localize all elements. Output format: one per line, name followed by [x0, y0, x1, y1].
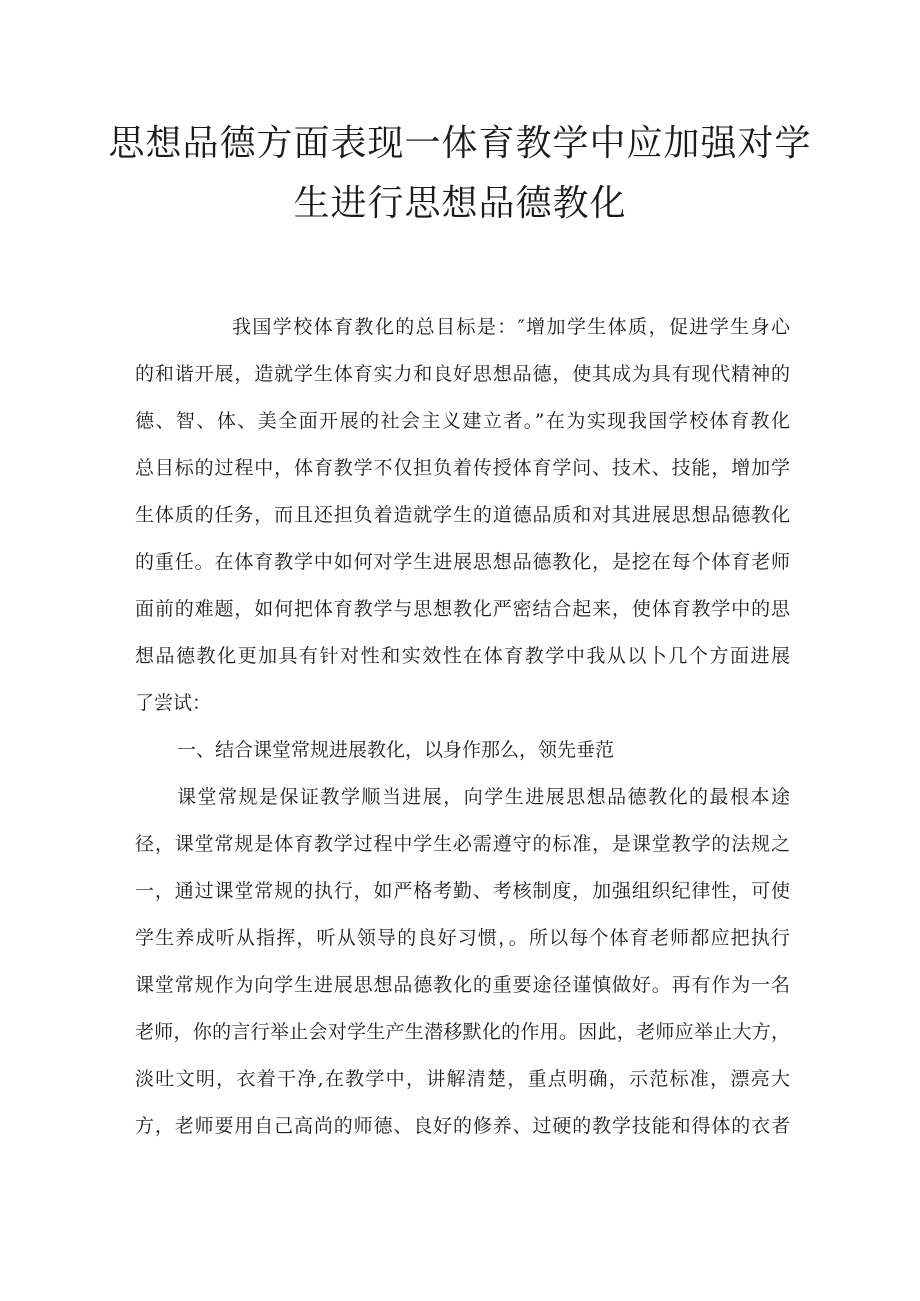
paragraph-line: 德、智、体、美全面开展的社会主义建立者。”在为实现我国学校体育教化 — [135, 410, 790, 432]
document-title-line-2: 生进行思想品德教化 — [293, 183, 627, 224]
paragraph-line: 的和谐开展，造就学生体育实力和良好思想品德，使其成为具有现代精神的 — [135, 363, 790, 385]
paragraph-line: 面前的难题，如何把体育教学与思想教化严密结合起来，使体育教学中的思 — [135, 598, 790, 620]
paragraph-line: 老师，你的言行举止会对学生产生潜移默化的作用。因此，老师应举止大方， — [135, 1021, 790, 1043]
paragraph-line: 我国学校体育教化的总目标是：″增加学生体质，促进学生身心 — [232, 316, 790, 338]
paragraph-line: 总目标的过程中，体育教学不仅担负着传授体育学问、技术、技能，增加学 — [135, 457, 790, 479]
section-heading: 一、结合课堂常规进展教化，以身作那么，领先垂范 — [177, 739, 615, 761]
document-title-line-1: 思想品德方面表现一体育教学中应加强对学 — [108, 123, 812, 164]
paragraph-line: 生体质的任务，而且还担负着造就学生的道德品质和对其进展思想品德教化 — [135, 504, 790, 526]
paragraph-line: 课堂常规是保证教学顺当进展，向学生进展思想品德教化的最根本途 — [177, 786, 790, 808]
paragraph-line: 想品德教化更加具有针对性和实效性在体育教学中我从以卜几个方面进展 — [135, 645, 790, 667]
paragraph-line: 课堂常规作为向学生进展思想品德教化的重要途径谨慎做好。再有作为一名 — [135, 974, 790, 996]
paragraph-line: 径，课堂常规是体育教学过程中学生必需遵守的标准，是课堂教学的法规之 — [135, 833, 790, 855]
paragraph-line: 一，通过课堂常规的执行，如严格考勤、考核制度，加强组织纪律性，可使 — [135, 880, 790, 902]
paragraph-line: 的重任。在体育教学中如何对学生进展思想品德教化，是挖在每个体育老师 — [135, 551, 790, 573]
paragraph-line: 淡吐文明，衣着干净,在教学中，讲解清楚，重点明确，示范标准，漂亮大 — [135, 1068, 790, 1090]
paragraph-line: 方，老师要用自己高尚的师德、良好的修养、过硬的教学技能和得体的衣者 — [135, 1115, 790, 1137]
paragraph-line: 学生养成听从指挥，听从领导的良好习惯，。所以每个体育老师都应把执行 — [135, 927, 790, 949]
paragraph-line: 了尝试： — [135, 692, 212, 714]
